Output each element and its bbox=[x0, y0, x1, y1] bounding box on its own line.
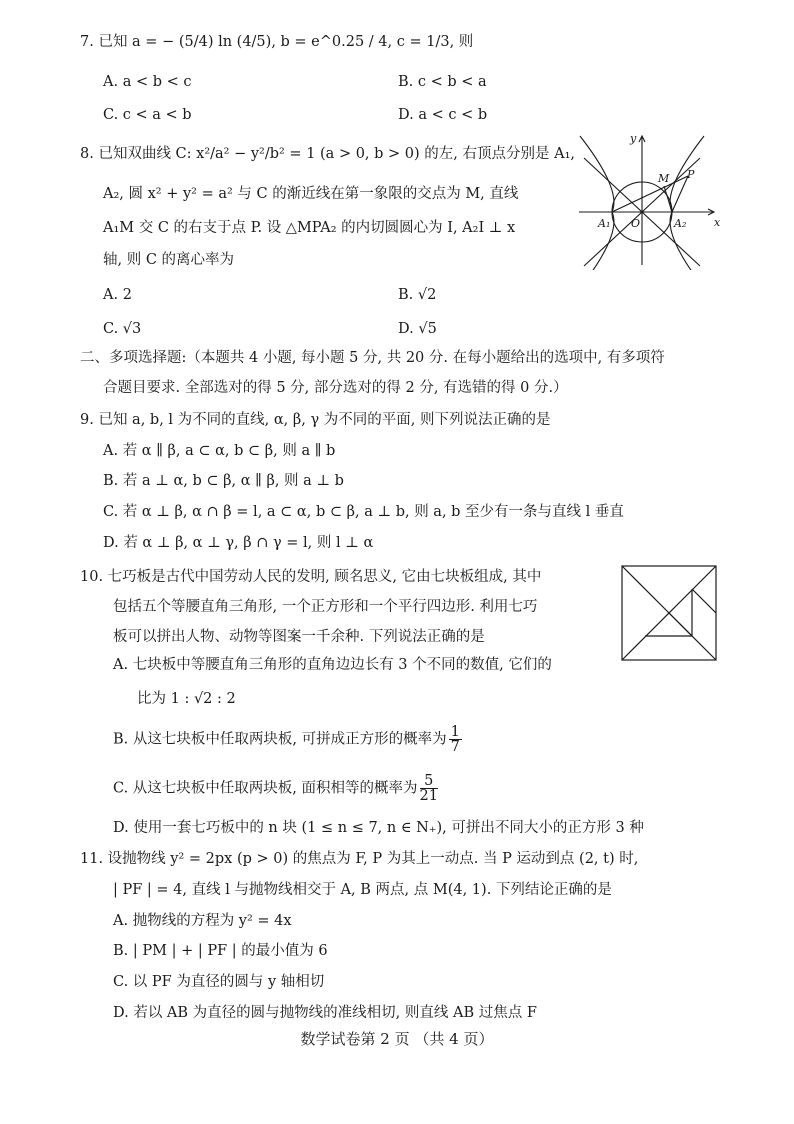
section2-header-line-1: 二、多项选择题:（本题共 4 小题, 每小题 5 分, 共 20 分. 在每小题给出的选项中, 有多项符 bbox=[80, 350, 665, 366]
q10-option-c-text: C. 从这七块板中任取两块板, 面积相等的概率为 bbox=[113, 780, 418, 797]
q7-option-a: A. a < b < c bbox=[103, 74, 192, 90]
tangram-line-7 bbox=[669, 613, 692, 636]
hyperbola-figure bbox=[574, 130, 724, 270]
q8-option-b: B. √2 bbox=[398, 287, 437, 303]
hyperbola-right-branch bbox=[670, 136, 704, 270]
p-label: P bbox=[687, 168, 695, 181]
page-footer: 数学试卷第 2 页 （共 4 页） bbox=[300, 1030, 494, 1048]
q7-option-d: D. a < c < b bbox=[398, 107, 488, 123]
q8-option-c: C. √3 bbox=[103, 321, 142, 337]
q10-option-b-text: B. 从这七块板中任取两块板, 可拼成正方形的概率为 bbox=[113, 731, 447, 748]
q10-option-c-fraction bbox=[420, 774, 438, 803]
q8-option-a: A. 2 bbox=[103, 287, 132, 303]
line-a2-m bbox=[664, 186, 672, 212]
q10-option-c-numerator: 5 bbox=[420, 774, 438, 789]
q11-option-c: C. 以 PF 为直径的圆与 y 轴相切 bbox=[113, 974, 325, 990]
q8-line-4: 轴, 则 C 的离心率为 bbox=[103, 252, 235, 268]
q10-option-a-line-1: A. 七块板中等腰直角三角形的直角边边长有 3 个不同的数值, 它们的 bbox=[113, 657, 552, 673]
q9-option-b: B. 若 a ⊥ α, b ⊂ β, α ∥ β, 则 a ⊥ b bbox=[103, 473, 344, 489]
a2-label: A₂ bbox=[674, 217, 687, 230]
q11-option-d: D. 若以 AB 为直径的圆与抛物线的准线相切, 则直线 AB 过焦点 F bbox=[113, 1005, 537, 1021]
tangram-figure bbox=[621, 565, 717, 661]
q10-option-b-fraction bbox=[449, 725, 462, 754]
q10-line-3: 板可以拼出人物、动物等图案一千余种. 下列说法正确的是 bbox=[113, 629, 485, 645]
q7-option-b: B. c < b < a bbox=[398, 74, 487, 90]
hyperbola-left-branch bbox=[580, 136, 614, 270]
q9-option-d: D. 若 α ⊥ β, α ⊥ γ, β ∩ γ = l, 则 l ⊥ α bbox=[103, 535, 374, 551]
tangram-line-4 bbox=[692, 589, 716, 613]
q7-stem: 7. 已知 a = − (5/4) ln (4/5), b = e^0.25 / 4, c = 1/3, 则 bbox=[80, 34, 474, 50]
y-axis-label: y bbox=[630, 132, 637, 145]
tangram-diagonal-1 bbox=[622, 566, 669, 613]
q11-line-2: | PF | = 4, 直线 l 与抛物线相交于 A, B 两点, 点 M(4, 1). 下列结论正确的是 bbox=[113, 882, 612, 898]
q9-option-a: A. 若 α ∥ β, a ⊂ α, b ⊂ β, 则 a ∥ b bbox=[103, 443, 336, 459]
origin-label: O bbox=[631, 217, 641, 230]
q11-option-a: A. 抛物线的方程为 y² = 4x bbox=[113, 913, 292, 929]
q10-line-1: 10. 七巧板是古代中国劳动人民的发明, 顾名思义, 它由七块板组成, 其中 bbox=[80, 569, 542, 585]
a1-label: A₁ bbox=[598, 217, 611, 230]
q8-line-1: 8. 已知双曲线 C: x²/a² − y²/b² = 1 (a > 0, b > 0) 的左, 右顶点分别是 A₁, bbox=[80, 146, 576, 162]
q7-option-c: C. c < a < b bbox=[103, 107, 192, 123]
m-label: M bbox=[658, 172, 670, 185]
q10-option-b-numerator: 1 bbox=[450, 724, 460, 740]
q10-line-2: 包括五个等腰直角三角形, 一个正方形和一个平行四边形. 利用七巧 bbox=[113, 599, 538, 615]
q10-option-c-denominator: 21 bbox=[419, 788, 438, 804]
section2-header-line-2: 合题目要求. 全部选对的得 5 分, 部分选对的得 2 分, 有选错的得 0 分.） bbox=[103, 380, 568, 396]
q8-line-2: A₂, 圆 x² + y² = a² 与 C 的渐近线在第一象限的交点为 M, 直线 bbox=[103, 186, 519, 202]
q10-option-c bbox=[113, 774, 438, 803]
q10-option-b-denominator: 7 bbox=[450, 739, 460, 755]
q10-option-b bbox=[113, 725, 462, 754]
q10-option-d: D. 使用一套七巧板中的 n 块 (1 ≤ n ≤ 7, n ∈ N₊), 可拼出不同大小的正方形 3 种 bbox=[113, 820, 644, 836]
q9-option-c: C. 若 α ⊥ β, α ∩ β = l, a ⊂ α, b ⊂ β, a ⊥ b, 则 a, b 至少有一条与直线 l 垂直 bbox=[103, 504, 624, 520]
q11-line-1: 11. 设抛物线 y² = 2px (p > 0) 的焦点为 F, P 为其上一动点. 当 P 运动到点 (2, t) 时, bbox=[80, 851, 639, 867]
q11-option-b: B. | PM | + | PF | 的最小值为 6 bbox=[113, 943, 328, 959]
q9-stem: 9. 已知 a, b, l 为不同的直线, α, β, γ 为不同的平面, 则下列说法正确的是 bbox=[80, 412, 551, 428]
q10-option-a-line-2: 比为 1 : √2 : 2 bbox=[137, 691, 236, 707]
q8-line-3: A₁M 交 C 的右支于点 P. 设 △MPA₂ 的内切圆圆心为 I, A₂I ⊥ x bbox=[103, 220, 516, 236]
q8-option-d: D. √5 bbox=[398, 321, 437, 337]
x-axis-label: x bbox=[714, 216, 721, 229]
